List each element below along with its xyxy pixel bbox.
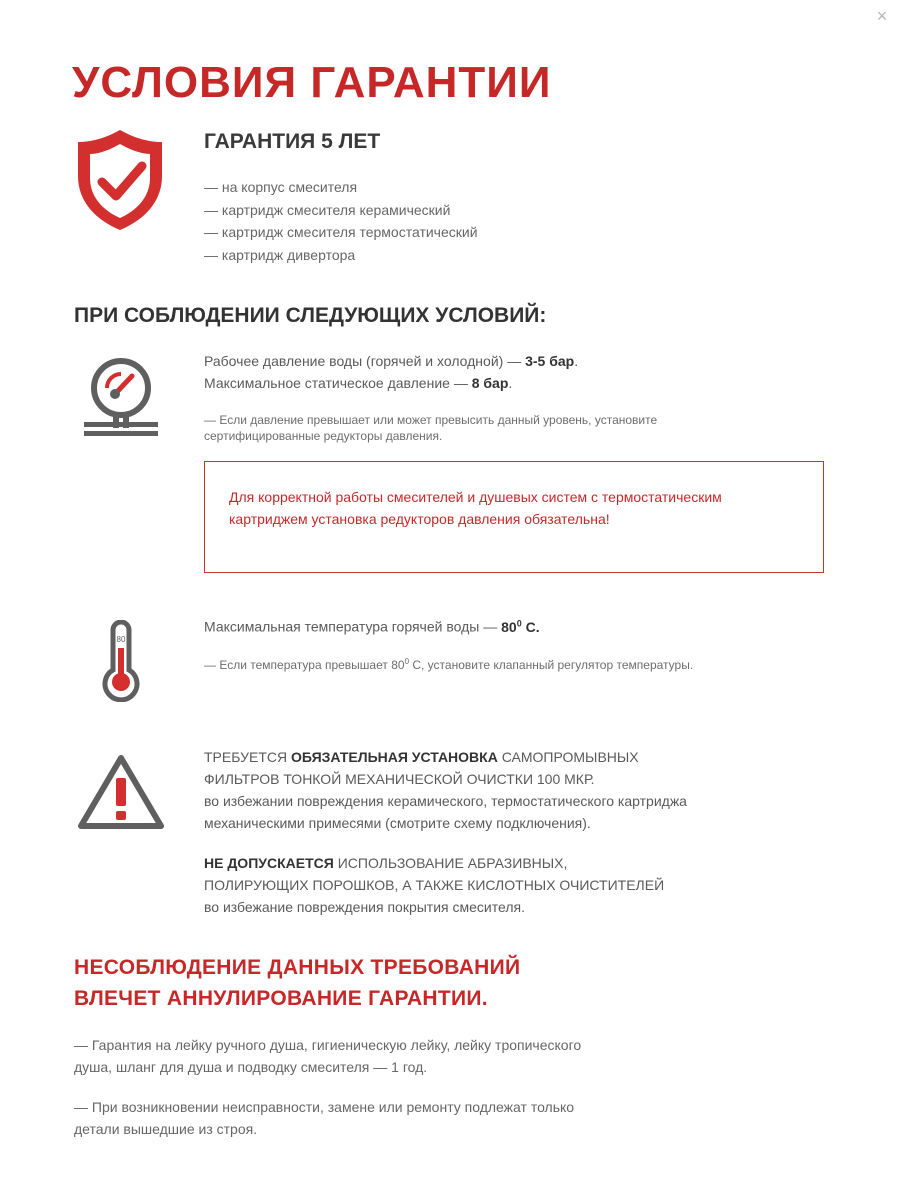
pressure-static: Максимальное статическое давление — 8 бар.	[204, 375, 513, 391]
abrasive-line2: ПОЛИРУЮЩИХ ПОРОШКОВ, А ТАКЖЕ КИСЛОТНЫХ ОЧИСТИТЕЛЕЙ	[204, 877, 665, 893]
abrasive-line3: во избежание повреждения покрытия смесителя.	[204, 899, 525, 915]
thermometer-label: 80	[116, 635, 126, 644]
warranty-title: ГАРАНТИЯ 5 ЛЕТ	[204, 130, 381, 153]
pressure-note: — Если давление превышает или может превысить данный уровень, установите сертифицированные редукторы давления.	[204, 413, 658, 443]
abrasive-prohibited: НЕ ДОПУСКАЕТСЯ ИСПОЛЬЗОВАНИЕ АБРАЗИВНЫХ,	[204, 855, 568, 871]
filters-line2: ФИЛЬТРОВ ТОНКОЙ МЕХАНИЧЕСКОЙ ОЧИСТКИ 100 МКР.	[204, 771, 595, 787]
warning-triangle-icon	[77, 752, 165, 832]
filters-required: ТРЕБУЕТСЯ ОБЯЗАТЕЛЬНАЯ УСТАНОВКА САМОПРОМЫВНЫХ	[204, 749, 639, 765]
footer-note-shower: — Гарантия на лейку ручного душа, гигиеническую лейку, лейку тропического душа, шланг для душа и подводку смесителя — 1 год.	[74, 1037, 582, 1075]
warranty-item: — картридж дивертора	[204, 246, 356, 263]
warranty-item: — картридж смесителя керамический	[204, 201, 451, 218]
warranty-item: — картридж смесителя термостатический	[204, 224, 478, 240]
notice-text: Для корректной работы смесителей и душевых систем с термостатическим картриджем установка редукторов давления обязательна!	[229, 489, 722, 527]
pressure-gauge-icon	[82, 356, 160, 436]
temperature-max: Максимальная температура горячей воды — $80^0$ С.	[204, 618, 540, 635]
close-icon[interactable]: ×	[876, 6, 888, 26]
pressure-working: Рабочее давление воды (горячей и холодной) — 3-5 бар.	[204, 353, 579, 369]
footer-note-repair: — При возникновении неисправности, замене или ремонту подлежат только детали вышедшие из строя.	[74, 1099, 575, 1137]
conditions-title: ПРИ СОБЛЮДЕНИИ СЛЕДУЮЩИХ УСЛОВИЙ:	[74, 304, 547, 327]
warranty-list	[204, 176, 478, 266]
filters-line3: во избежании повреждения керамического, термостатического картриджа	[204, 793, 687, 809]
warranty-void-warning: НЕСОБЛЮДЕНИЕ ДАННЫХ ТРЕБОВАНИЙ ВЛЕЧЕТ АННУЛИРОВАНИЕ ГАРАНТИИ.	[74, 956, 521, 1010]
shield-check-icon	[72, 126, 168, 234]
pressure-reducer-notice	[204, 461, 824, 573]
page-title: УСЛОВИЯ ГАРАНТИИ	[72, 58, 552, 107]
thermometer-icon	[100, 620, 142, 702]
filters-line4: механическими примесями (смотрите схему подключения).	[204, 815, 591, 831]
warranty-item: — на корпус смесителя	[204, 179, 358, 195]
temperature-note: — Если температура превышает $80^0$ С, установите клапанный регулятор температуры.	[204, 657, 694, 672]
